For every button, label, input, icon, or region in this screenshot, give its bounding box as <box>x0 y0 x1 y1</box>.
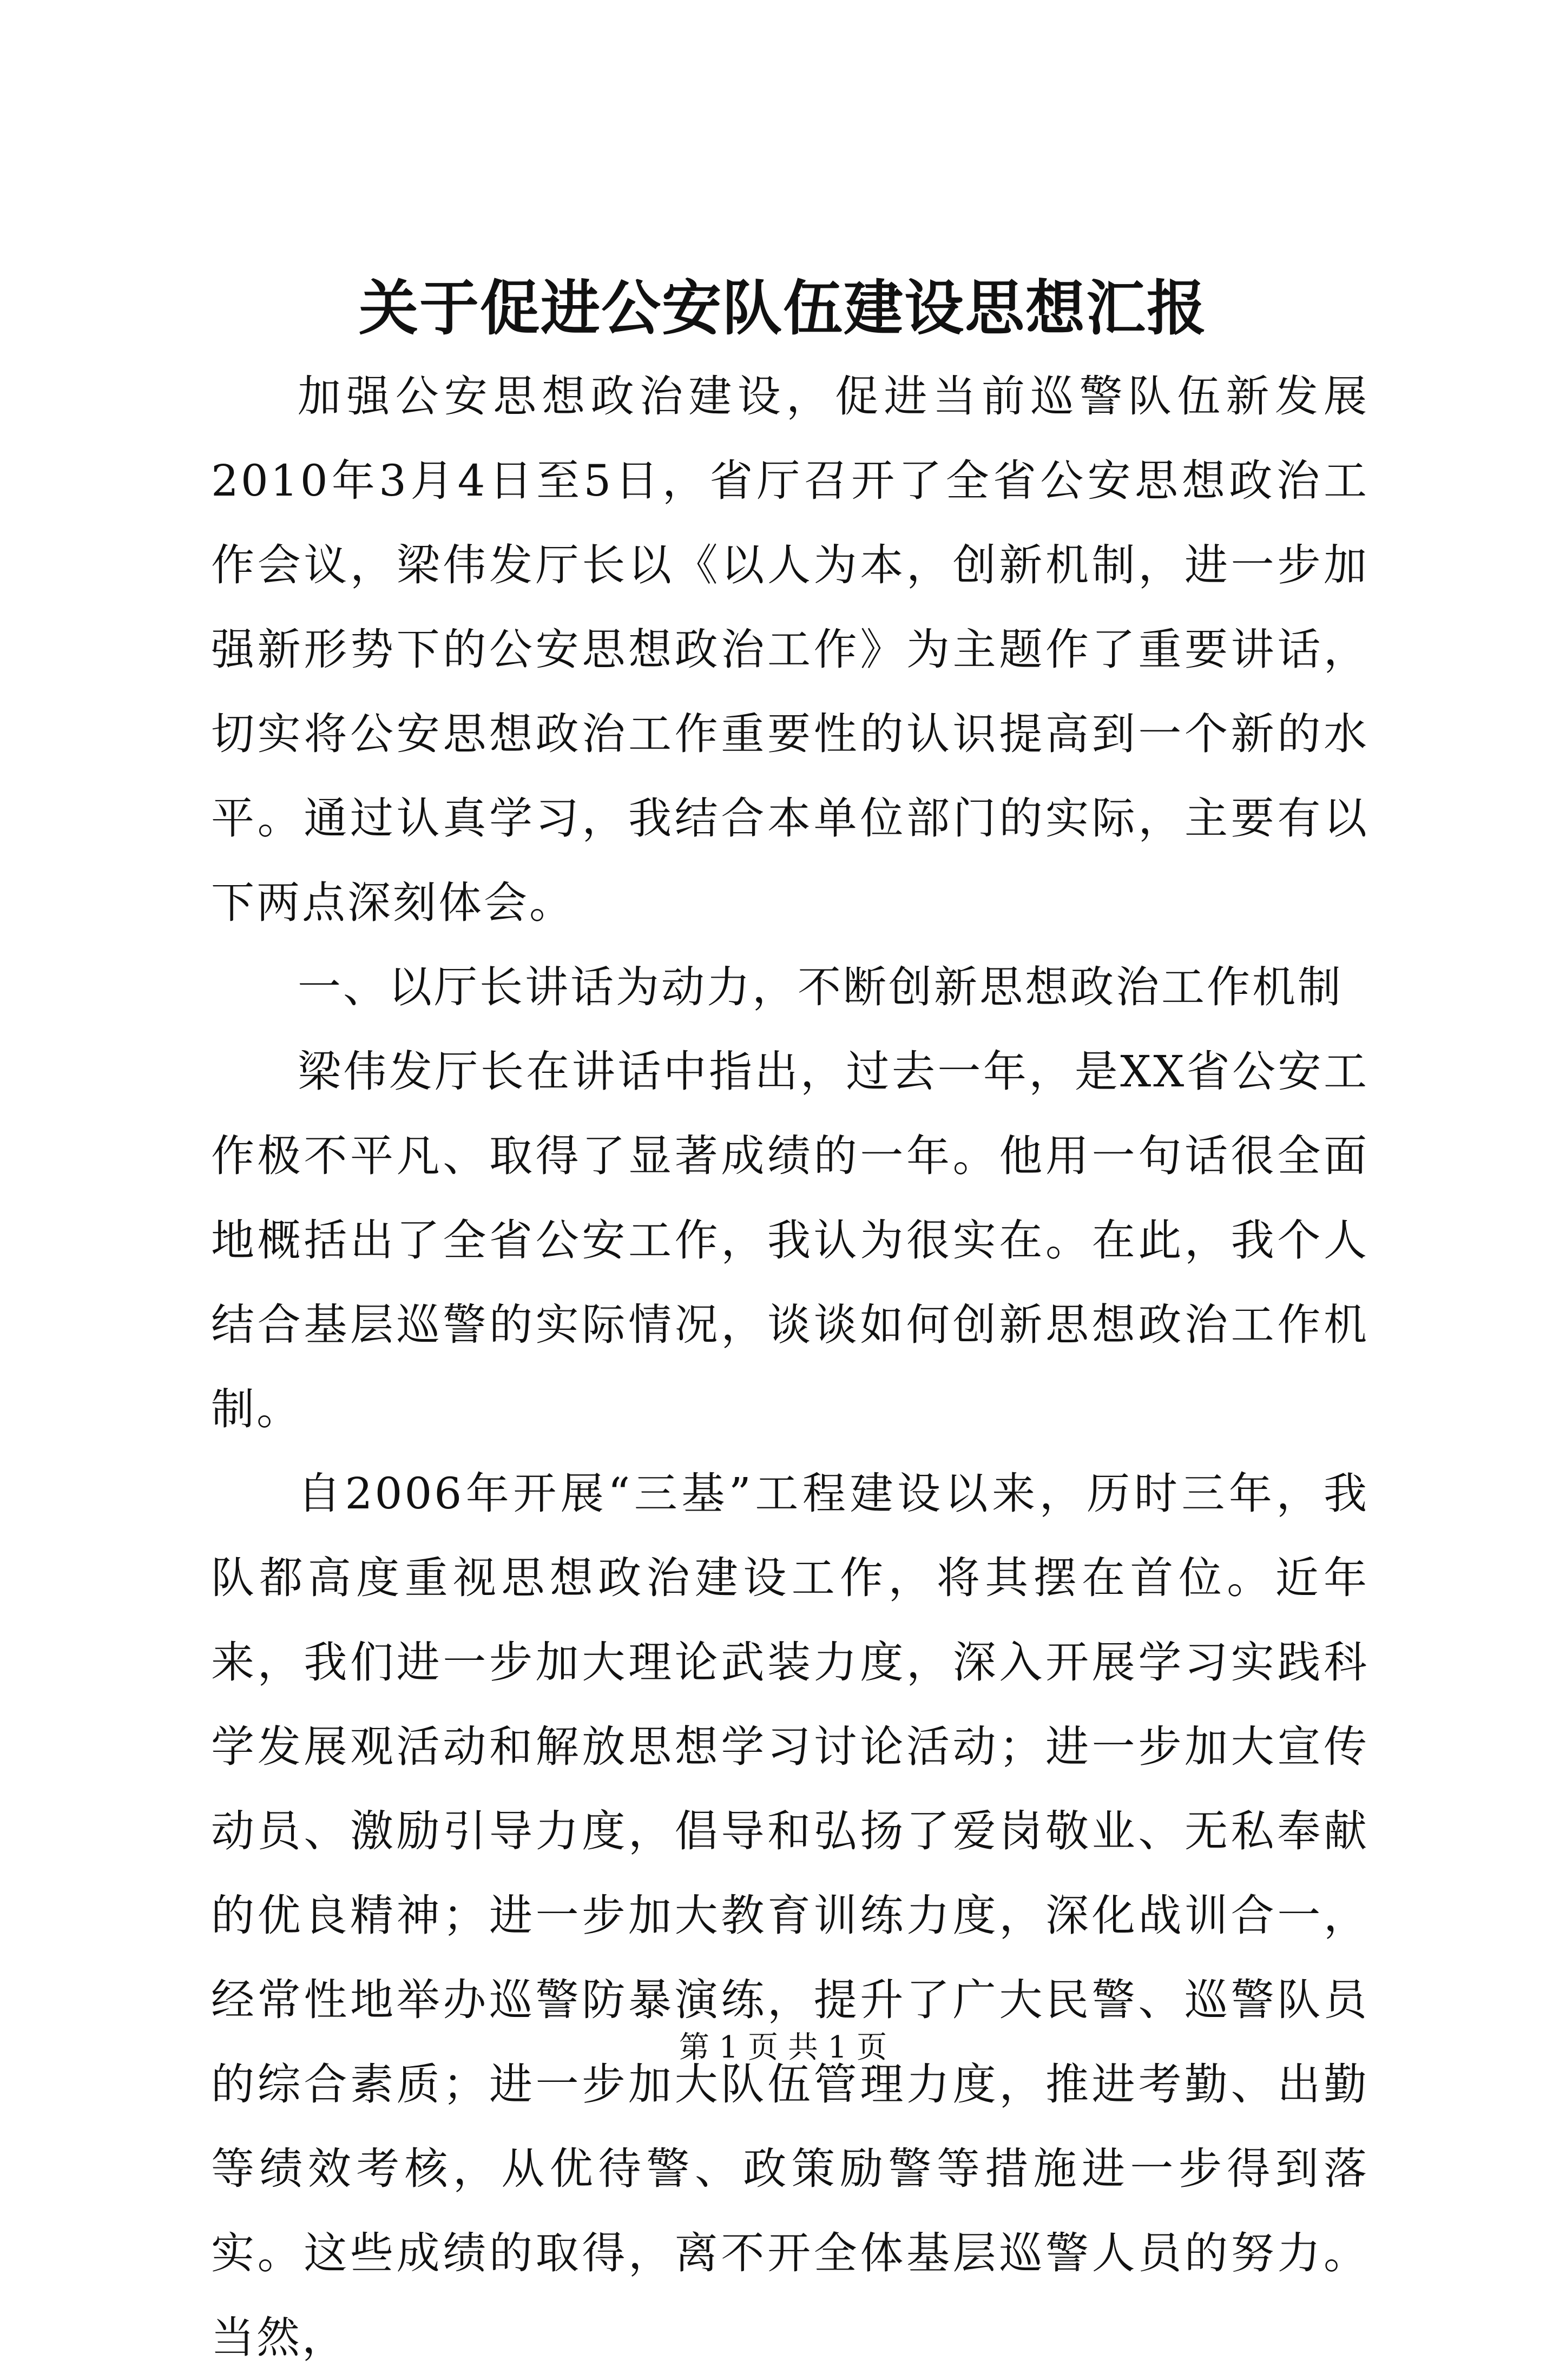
section-heading-1: 一、以厅长讲话为动力，不断创新思想政治工作机制 <box>298 962 1343 1012</box>
paragraph-achievements: 自2006年开展“三基”工程建设以来，历时三年，我队都高度重视思想政治建设工作，将其摆在首位。近年来，我们进一步加大理论武装力度，深入开展学习实践科学发展观活动和解放思想学习讨论活动；进一步加大宣传动员、激励引导力度，倡导和弘扬了爱岗敬业、无私奉献的优良精神；进一步加大教育训练力度，深化战训合一，经常性地举办巡警防暴演练，提升了广大民警、巡警队员的综合素质；进一步加大队伍管理力度，推进考勤、出勤等绩效考核，从优待警、政策励警等措施进一步得到落实。这些成绩的取得，离不开全体基层巡警人员的努力。当然， <box>211 1468 1369 2363</box>
page-number-footer: 第 1 页 共 1 页 <box>679 2030 887 2065</box>
document-title: 关于促进公安队伍建设思想汇报 <box>359 273 1207 343</box>
paragraph-speech: 梁伟发厅长在讲话中指出，过去一年，是XX省公安工作极不平凡、取得了显著成绩的一年。他用一句话很全面地概括出了全省公安工作，我认为很实在。在此，我个人结合基层巡警的实际情况，谈谈如何创新思想政治工作机制。 <box>211 1046 1369 1434</box>
paragraph-intro: 加强公安思想政治建设，促进当前巡警队伍新发展2010年3月4日至5日，省厅召开了全省公安思想政治工作会议，梁伟发厅长以《以人为本，创新机制，进一步加强新形势下的公安思想政治工作》为主题作了重要讲话，切实将公安思想政治工作重要性的认识提高到一个新的水平。通过认真学习，我结合本单位部门的实际，主要有以下两点深刻体会。 <box>211 371 1369 928</box>
document-body <box>211 354 1369 2380</box>
